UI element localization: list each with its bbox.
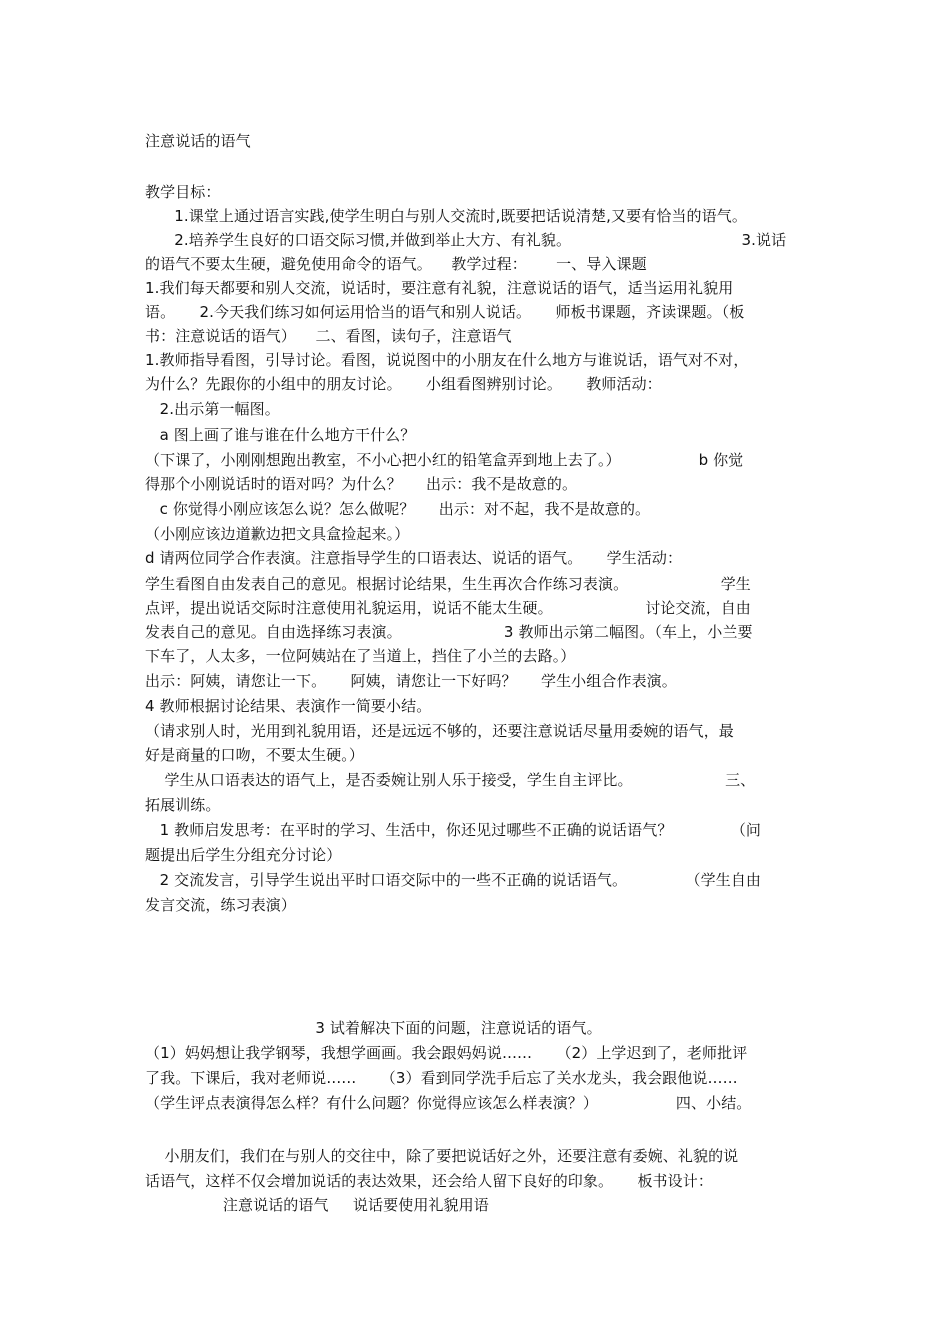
text-line: 注意说话的语气 说话要使用礼貌用语 xyxy=(145,1196,489,1214)
text-line: c 你觉得小刚应该怎么说？怎么做呢？ 出示：对不起，我不是故意的。 xyxy=(145,500,651,518)
text-line: 学生从口语表达的语气上，是否委婉让别人乐于接受，学生自主评比。 三、 xyxy=(145,771,756,789)
text-line: 语。 2.今天我们练习如何运用恰当的语气和别人说话。 师板书课题，齐读课题。（板 xyxy=(145,303,745,321)
text-line: 得那个小刚说话时的语对吗？为什么？ 出示：我不是故意的。 xyxy=(145,475,578,493)
text-line: 的语气不要太生硬，避免使用命令的语气。 教学过程： 一、导入课题 xyxy=(145,255,647,273)
text-line: 题提出后学生分组充分讨论） xyxy=(145,846,342,864)
text-line: 出示：阿姨，请您让一下。 阿姨，请您让一下好吗？ 学生小组合作表演。 xyxy=(145,672,677,690)
text-line: 2 交流发言，引导学生说出平时口语交际中的一些不正确的说话语气。 （学生自由 xyxy=(145,871,762,889)
text-line: 点评，提出说话交际时注意使用礼貌运用，说话不能太生硬。 讨论交流，自由 xyxy=(145,599,751,617)
text-line: 书：注意说话的语气） 二、看图，读句子，注意语气 xyxy=(145,327,512,345)
text-line: 4 教师根据讨论结果、表演作一简要小结。 xyxy=(145,697,432,715)
text-line: 3 试着解决下面的问题，注意说话的语气。 xyxy=(145,1019,602,1037)
text-line: 教学目标： xyxy=(145,183,221,201)
text-line: （下课了，小刚刚想跑出教室，不小心把小红的铅笔盒弄到地上去了。） b 你觉 xyxy=(145,451,744,469)
text-line: 好是商量的口吻，不要太生硬。） xyxy=(145,746,365,764)
text-line: 拓展训练。 xyxy=(145,796,221,814)
text-line: 2.出示第一幅图。 xyxy=(145,400,280,418)
text-line: 1.课堂上通过语言实践,使学生明白与别人交流时,既要把话说清楚,又要有恰当的语气。 xyxy=(145,207,747,225)
text-line: 下车了，人太多，一位阿姨站在了当道上，挡住了小兰的去路。） xyxy=(145,647,576,665)
text-line: 1.我们每天都要和别人交流，说话时，要注意有礼貌，注意说话的语气，适当运用礼貌用 xyxy=(145,279,734,297)
text-line: （1）妈妈想让我学钢琴，我想学画画。我会跟妈妈说…… （2）上学迟到了，老师批评 xyxy=(145,1044,748,1062)
text-line: 话语气，这样不仅会增加说话的表达效果，还会给人留下良好的印象。 板书设计： xyxy=(145,1172,713,1190)
text-line: a 图上画了谁与谁在什么地方干什么？ xyxy=(145,426,416,444)
text-line: 了我。下课后，我对老师说…… （3）看到同学洗手后忘了关水龙头，我会跟他说…… xyxy=(145,1069,738,1087)
text-line: （小刚应该边道歉边把文具盒捡起来。） xyxy=(145,525,410,543)
text-line: 2.培养学生良好的口语交际习惯,并做到举止大方、有礼貌。 3.说话 xyxy=(145,231,787,249)
text-line: 发言交流，练习表演） xyxy=(145,896,297,914)
text-line: 发表自己的意见。自由选择练习表演。 3 教师出示第二幅图。（车上，小兰要 xyxy=(145,623,753,641)
text-line: 1.教师指导看图，引导讨论。看图，说说图中的小朋友在什么地方与谁说话，语气对不对， xyxy=(145,351,749,369)
text-line: （请求别人时，光用到礼貌用语，还是远远不够的，还要注意说话尽量用委婉的语气，最 xyxy=(145,722,734,740)
text-line: 1 教师启发思考：在平时的学习、生活中，你还见过哪些不正确的说话语气？ （问 xyxy=(145,821,762,839)
document-title: 注意说话的语气 xyxy=(145,132,251,150)
text-line: 小朋友们，我们在与别人的交往中，除了要把说话好之外，还要注意有委婉、礼貌的说 xyxy=(145,1147,739,1165)
text-line: 学生看图自由发表自己的意见。根据讨论结果，生生再次合作练习表演。 学生 xyxy=(145,575,751,593)
text-line: 为什么？先跟你的小组中的朋友讨论。 小组看图辨别讨论。 教师活动： xyxy=(145,375,662,393)
text-line: （学生评点表演得怎么样？有什么问题？你觉得应该怎么样表演？） 四、小结。 xyxy=(145,1094,752,1112)
text-line: d 请两位同学合作表演。注意指导学生的口语表达、说话的语气。 学生活动： xyxy=(145,549,683,567)
